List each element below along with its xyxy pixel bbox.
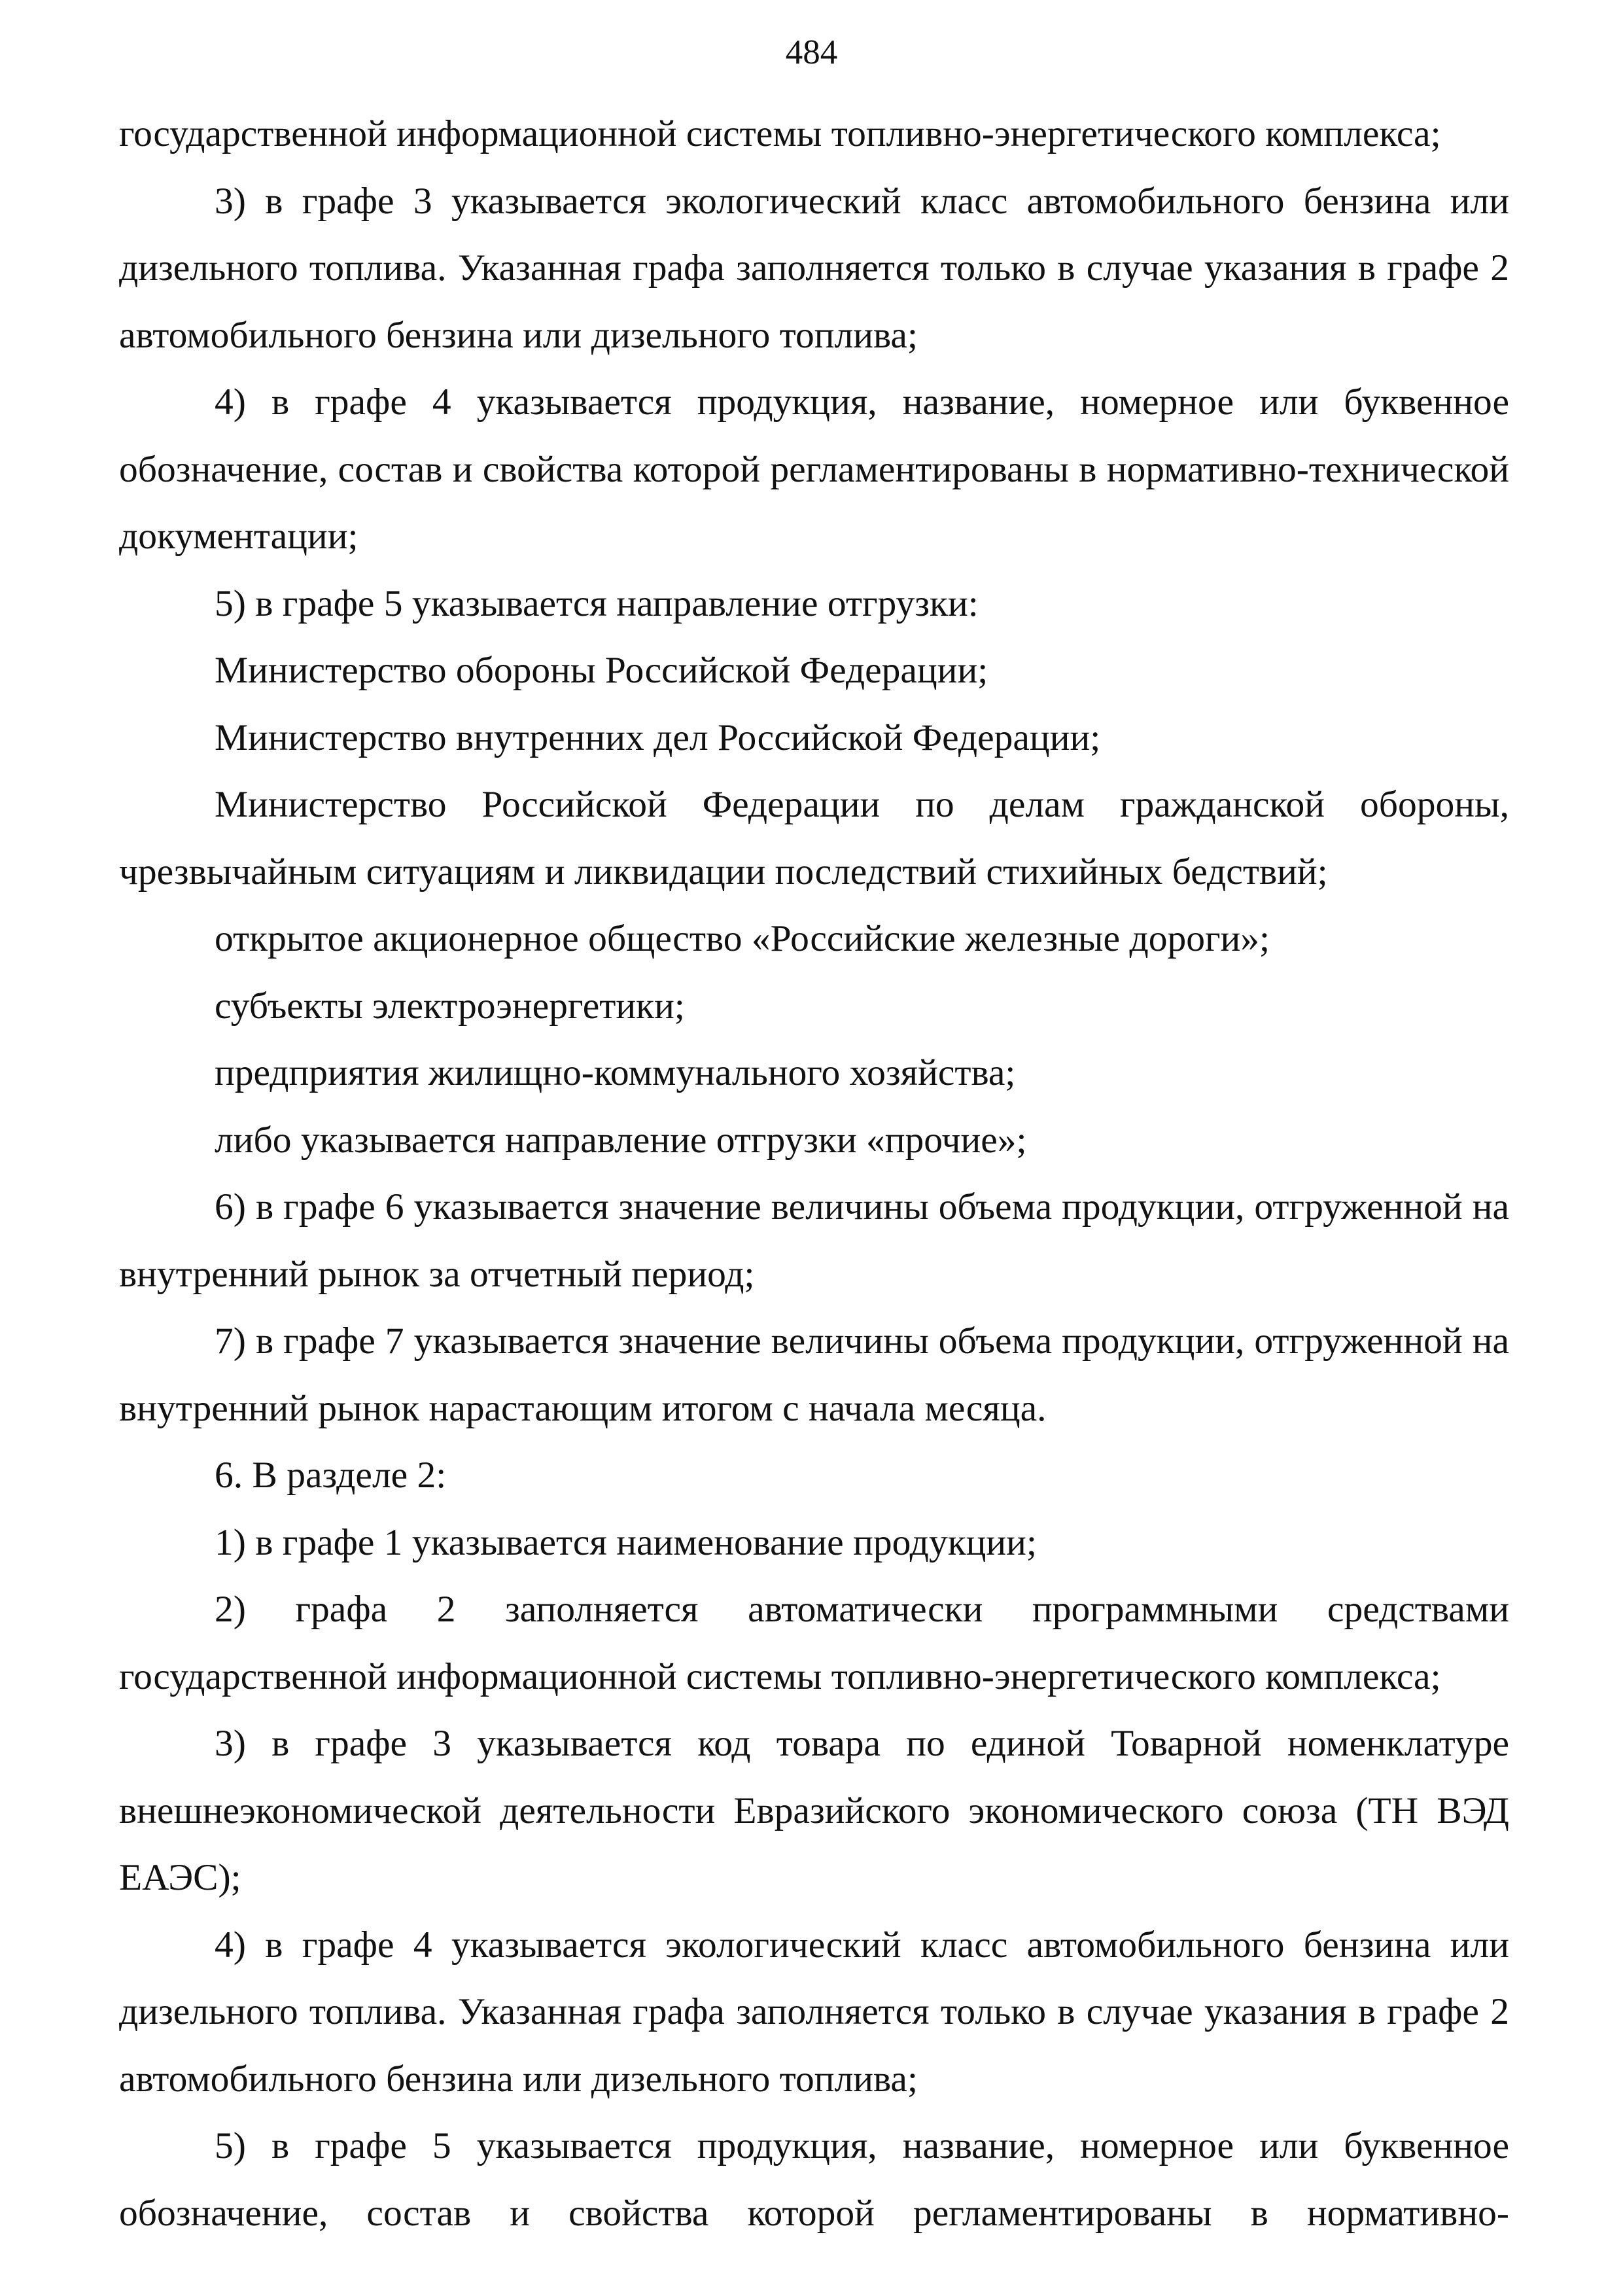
section-heading: 6. В разделе 2: bbox=[215, 1455, 447, 1496]
list-item: предприятия жилищно-коммунального хозяйства; bbox=[215, 1052, 1016, 1093]
paragraph: 4) в графе 4 указывается продукция, название, номерное или буквенное обозначение, состав и свойства которой регламентированы в нормативно-технической документации; bbox=[119, 381, 1509, 557]
paragraph: 3) в графе 3 указывается код товара по единой Товарной номенклатуре внешнеэкономической деятельности Евразийского экономического союза (ТН ВЭД ЕАЭС); bbox=[119, 1723, 1509, 1898]
document-body bbox=[119, 101, 1509, 2247]
list-item: Министерство внутренних дел Российской Федерации; bbox=[215, 716, 1101, 758]
list-item: субъекты электроэнергетики; bbox=[215, 985, 685, 1027]
list-item: либо указывается направление отгрузки «прочие»; bbox=[215, 1119, 1027, 1161]
paragraph: 5) в графе 5 указывается направление отгрузки: bbox=[215, 582, 979, 624]
paragraph: 2) графа 2 заполняется автоматически программными средствами государственной информационной системы топливно-энергетического комплекса; bbox=[119, 1589, 1509, 1697]
paragraph-continuation: государственной информационной системы топливно-энергетического комплекса; bbox=[119, 113, 1441, 154]
paragraph: 4) в графе 4 указывается экологический класс автомобильного бензина или дизельного топлива. Указанная графа заполняется только в случае указания в графе 2 автомобильного бензина или дизельного топлива; bbox=[119, 1924, 1509, 2100]
paragraph: 3) в графе 3 указывается экологический класс автомобильного бензина или дизельного топлива. Указанная графа заполняется только в случае указания в графе 2 автомобильного бензина или дизельного топлива; bbox=[119, 180, 1509, 356]
page-number: 484 bbox=[785, 33, 838, 71]
paragraph: 6) в графе 6 указывается значение величины объема продукции, отгруженной на внутренний рынок за отчетный период; bbox=[119, 1186, 1509, 1295]
list-item: Министерство обороны Российской Федерации; bbox=[215, 650, 988, 691]
list-item: Министерство Российской Федерации по делам гражданской обороны, чрезвычайным ситуациям и ликвидации последствий стихийных бедствий; bbox=[119, 784, 1509, 892]
paragraph-cut-off: 5) в графе 5 указывается продукция, название, номерное или буквенное обозначение, состав и свойства которой регламентированы в нормативно- bbox=[119, 2125, 1509, 2234]
list-item: открытое акционерное общество «Российские железные дороги»; bbox=[215, 918, 1270, 959]
paragraph: 1) в графе 1 указывается наименование продукции; bbox=[215, 1521, 1037, 1563]
paragraph: 7) в графе 7 указывается значение величины объема продукции, отгруженной на внутренний рынок нарастающим итогом с начала месяца. bbox=[119, 1320, 1509, 1429]
